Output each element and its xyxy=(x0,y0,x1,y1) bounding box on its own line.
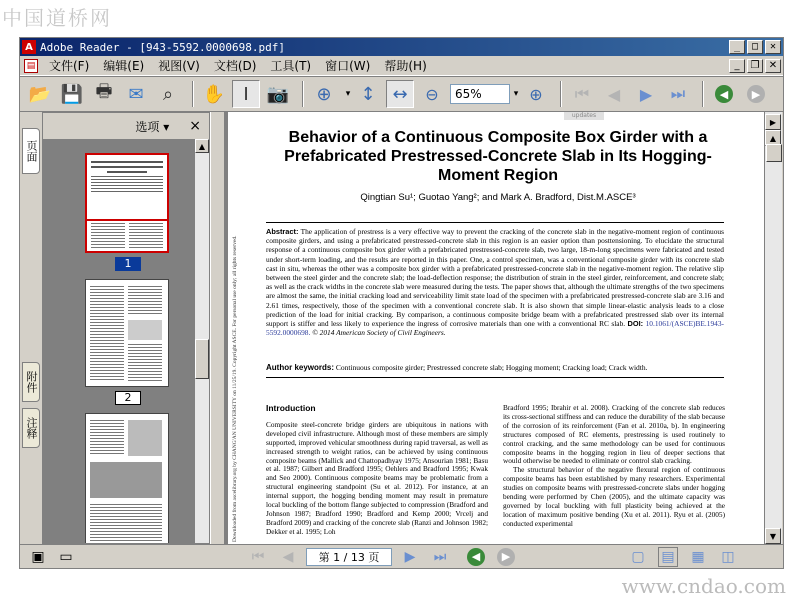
panel-scroll-thumb[interactable] xyxy=(195,339,209,379)
continuous-page-icon[interactable]: ▤ xyxy=(658,547,678,567)
toolbar-separator xyxy=(702,81,704,107)
status-prev-page-icon[interactable]: ◀ xyxy=(282,548,294,565)
minimize-button[interactable]: _ xyxy=(729,40,745,54)
next-page-icon[interactable]: ▶ xyxy=(639,84,653,104)
first-page-icon[interactable]: ⏮ xyxy=(574,84,590,103)
column-left xyxy=(266,404,488,537)
status-previous-view-icon[interactable]: ◀ xyxy=(466,547,486,567)
split-view-icon[interactable]: ▶ xyxy=(765,114,781,130)
doi-link[interactable]: 10.1061/(ASCE)BE.1943-5592.0000698. xyxy=(266,319,724,338)
updates-badge[interactable]: updates xyxy=(564,112,604,120)
document-scrollbar[interactable] xyxy=(764,112,782,544)
window-title: Adobe Reader - [943-5592.0000698.pdf] xyxy=(40,40,286,54)
menu-help[interactable]: 帮助(H) xyxy=(384,59,427,73)
previous-page-icon[interactable]: ◀ xyxy=(607,84,621,104)
pdf-page xyxy=(228,112,764,544)
document-view xyxy=(224,112,764,544)
menu-tools[interactable]: 工具(T) xyxy=(270,59,312,73)
copyright-text: © 2014 American Society of Civil Engineers. xyxy=(312,328,446,338)
pages-panel xyxy=(42,112,210,544)
panel-header xyxy=(43,113,209,139)
last-page-icon[interactable]: ⏭ xyxy=(670,84,686,103)
status-first-page-icon[interactable]: ⏮ xyxy=(251,548,265,565)
abstract-text: The application of prestress is a very effective way to prevent the cracking of the concrete slab in the negative-moment region of continuous composite girders, and using a prefabricated prestressed-concrete slab in this region is an easier option than posttensioning. To elucidate the structural response of a continuous composite box girder with a prefabricated prestressed-concrete slab, two large, 18-m-long specimens were fabricated and tested under short-term loading, and the results are reported in this paper. One, a control specimen, was a conventional composite girder with its concrete slab cast in situ, whereas the other was a composite box girder with a prefabricated prestressed-concrete slab in the negative-moment region. The relative slip between the steel girder and the concrete slab; the load-deflection response; the distribution of strain in the steel girder, reinforcement, and concrete slab; as well as the crack widths in the concrete slab were measured during the tests. The paper shows that, although the ultimate strengths of the two specimens are almost the same, the initial cracking load and serviceability limit state load of the specimen with a prefabricated prestressed-concrete slab are 3.16 and 2.61 times, respectively, those of the specimen with a conventional concrete slab. It is also shown that simple linear-elastic analysis leads to a close prediction of the load for initial cracking. By comparison, a continuous composite bridge beam with a prefabricated prestressed slab over its internal support is stiffer and less likely to experience the ingress of corrosive materials than one with a conventional RC slab. xyxy=(266,227,724,329)
close-button[interactable]: ✕ xyxy=(765,40,781,54)
fit-width-icon[interactable]: ↔ xyxy=(386,80,414,108)
toolbar-separator xyxy=(560,81,562,107)
menu-file[interactable]: 文件(F) xyxy=(49,59,90,73)
watermark-bottom: www.cndao.com xyxy=(621,574,786,598)
menu-view[interactable]: 视图(V) xyxy=(158,59,200,73)
status-bar xyxy=(20,544,783,568)
doc-minimize-button[interactable]: _ xyxy=(729,59,745,73)
keywords-text: Continuous composite girder; Prestressed concrete slab; Hogging moment; Cracking load; Crack width. xyxy=(335,363,648,372)
panel-scroll-up-icon[interactable]: ▲ xyxy=(195,139,209,153)
tab-comments[interactable]: 注释 xyxy=(22,408,40,448)
reader-window xyxy=(19,37,784,569)
toolbar-separator xyxy=(192,81,194,107)
zoom-level-input[interactable]: 65% xyxy=(450,84,510,104)
email-icon[interactable]: ✉ xyxy=(128,83,144,105)
panel-scrollbar[interactable] xyxy=(195,139,209,543)
panel-splitter[interactable] xyxy=(210,112,224,544)
title-bar xyxy=(20,38,783,56)
abstract-label: Abstract: xyxy=(266,227,299,236)
tab-pages[interactable]: 页面 xyxy=(22,128,40,174)
document-icon[interactable]: ▤ xyxy=(24,59,38,73)
watermark-top: 中国道桥网 xyxy=(2,6,112,30)
toolbar-separator xyxy=(302,81,304,107)
page-thumbnail-2[interactable] xyxy=(85,279,169,387)
next-view-icon[interactable]: ▶ xyxy=(742,80,770,108)
page-number-field[interactable]: 第 1 / 13 页 xyxy=(306,548,392,566)
panel-options-button[interactable]: 选项 ▾ xyxy=(135,119,170,134)
download-notice: Downloaded from ascelibrary.org by CHANG'AN UNIVERSITY on 11/25/19. Copyright ASCE. For personal use only; all rights reserved. xyxy=(232,235,238,542)
doi-label: DOI: xyxy=(627,319,644,329)
scroll-down-icon[interactable]: ▼ xyxy=(765,528,781,544)
zoom-level-dropdown-icon[interactable]: ▾ xyxy=(513,89,519,99)
status-last-page-icon[interactable]: ⏭ xyxy=(433,548,447,565)
keywords xyxy=(266,363,724,378)
single-page-icon[interactable]: ▢ xyxy=(631,548,645,565)
keywords-label: Author keywords: xyxy=(266,363,335,372)
status-next-page-icon[interactable]: ▶ xyxy=(404,548,416,565)
doc-restore-button[interactable]: ❐ xyxy=(747,59,763,73)
panel-close-icon[interactable]: × xyxy=(189,118,201,134)
menu-document[interactable]: 文档(D) xyxy=(213,59,257,73)
toolbar xyxy=(20,76,783,112)
thumbnail-label-1: 1 xyxy=(115,257,141,271)
doc-close-button[interactable]: ✕ xyxy=(765,59,781,73)
fit-page-icon[interactable]: ↕ xyxy=(360,83,376,105)
zoom-in-icon[interactable]: ⊕ xyxy=(529,84,543,104)
page-size-icon[interactable]: ▭ xyxy=(59,548,73,565)
status-next-view-icon[interactable]: ▶ xyxy=(496,547,516,567)
thumbnail-area xyxy=(43,139,209,543)
menu-bar xyxy=(20,56,783,76)
maximize-button[interactable]: □ xyxy=(747,40,763,54)
adobe-reader-icon: A xyxy=(22,40,36,54)
intro-text-right: Bradford 1995; Ibrahir et al. 2008). Cracking of the concrete slab reduces its cross-sectional stiffness and can reduce the durability of the slab because of the corrosion of its reinforcement (Fan et al. 2010a, b). In engineering structures composed of RC elements, prestressing is used routinely to control cracking, and the same methodology can be used for continuous composite beams in the hogging region in lieu of deeper sections that would otherwise be needed to eliminate or control slab cracking. xyxy=(503,403,725,466)
zoom-in-tool-icon[interactable]: ⊕ xyxy=(316,83,332,105)
scroll-up-icon[interactable]: ▲ xyxy=(765,130,781,146)
abstract xyxy=(266,222,724,337)
menu-edit[interactable]: 编辑(E) xyxy=(103,59,145,73)
intro-text-right-b: The structural behavior of the negative flexural region of continuous composite beams has been established by many researchers. Experimental studies on composite beams with prestressed-concrete slabs under hogging bending were performed by Chen (2005), and the ultimate capacity was governed by local buckling with full plasticity being achieved at the location of maximum positive bending (Xu et al. 2011). Ryu et al. (2005) conducted experimental xyxy=(503,465,725,528)
tab-attachments[interactable]: 附件 xyxy=(22,362,40,402)
page-thumbnail-3[interactable] xyxy=(85,413,169,543)
hand-tool-icon[interactable]: ✋ xyxy=(202,83,226,105)
paper-title: Behavior of a Continuous Composite Box Girder with a Prefabricated Prestressed-Concrete Slab in Its Hogging-Moment Region xyxy=(284,129,712,184)
previous-view-icon[interactable]: ◀ xyxy=(710,80,738,108)
zoom-tool-dropdown-icon[interactable]: ▾ xyxy=(345,89,351,99)
facing-pages-icon[interactable]: ▦ xyxy=(691,548,705,565)
continuous-facing-icon[interactable]: ◫ xyxy=(721,548,735,565)
intro-text-left: Composite steel-concrete bridge girders are ubiquitous in nations with developed civil infrastructure. Although most of these members are simply supported, improved vehicular smoothness during rapid traversal, as well as increased strength to weight ratios, can be achieved by using continuous composite beams (Mallick and Chattopadhyay 1975; Ansourian 1981; Basu et al. 1987; Gilbert and Bradford 1995; Oehlers and Bradford 1995; Kwak and Seo 2000). Continuous composite beams may be problematic from a structural engineering standpoint (Su et al. 2012). For instance, at an internal support, the hogging bending moment may result in premature local buckling of the bottom flange subjected to compression (Bradford and Johnson 1987; Bradford 1990; Bradford and Kemp 2000; Vrcelj and Bradford 2009) and cracking of the concrete slab (Ranzi and Johnson 1982; Dekker et al. 1995; Loh xyxy=(266,419,488,536)
open-folder-icon[interactable]: 📂 xyxy=(28,83,52,105)
search-binoculars-icon[interactable]: ⌕ xyxy=(162,83,174,105)
panel-toggle-icon[interactable]: ▣ xyxy=(31,548,45,565)
zoom-out-icon[interactable]: ⊖ xyxy=(425,84,439,104)
paper-authors: Qingtian Su¹; Guotao Yang²; and Mark A. Bradford, Dist.M.ASCE³ xyxy=(360,192,636,203)
snapshot-camera-icon[interactable]: 📷 xyxy=(266,83,290,105)
column-right xyxy=(503,404,725,529)
thumbnail-label-2: 2 xyxy=(115,391,141,405)
page-thumbnail-1[interactable] xyxy=(85,153,169,253)
navigation-tabs xyxy=(20,112,42,544)
print-icon[interactable]: 🖶 xyxy=(95,81,113,102)
scroll-thumb[interactable] xyxy=(766,144,782,162)
intro-heading: Introduction xyxy=(266,403,316,413)
save-icon[interactable]: 💾 xyxy=(60,83,84,105)
menu-window[interactable]: 窗口(W) xyxy=(325,59,371,73)
select-text-tool-icon[interactable]: I xyxy=(232,80,260,108)
